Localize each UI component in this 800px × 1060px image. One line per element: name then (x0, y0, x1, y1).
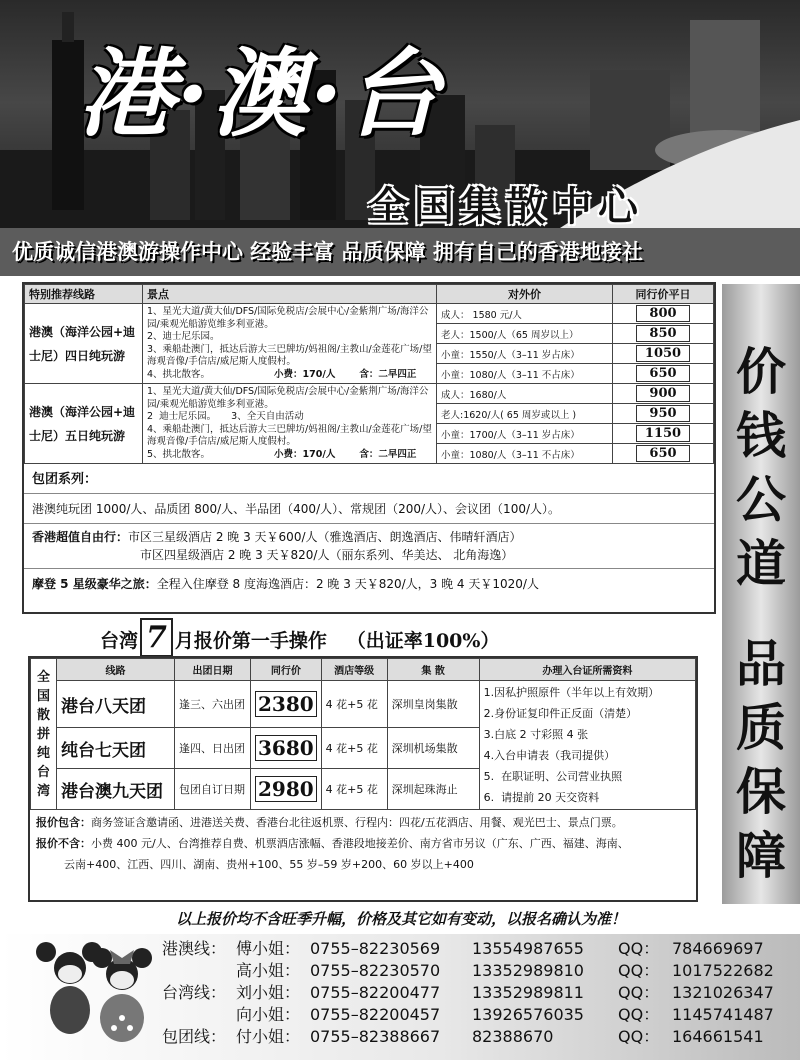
table-row (25, 304, 714, 324)
free-travel-line-2: 市区四星级酒店 2 晚 3 天￥820/人（丽东系列、华美达、 北角海逸） (140, 548, 514, 562)
sight-item: 1、星光大道/黄大仙/DFS/国际免税店/会展中心/金紫荆广场/海洋公园/乘观光船游览维多利亚港。 (147, 306, 429, 330)
hk-table-header (25, 285, 714, 304)
doc-item: 3.白底 2 寸彩照 4 张 (483, 728, 589, 741)
contact-qq: 1145741487 (672, 1005, 774, 1024)
doc-item: 4.入台申请表（我司提供） (483, 749, 616, 762)
tw-route-name: 纯台七天团 (57, 728, 175, 769)
price-value-text: 650 (636, 365, 690, 382)
tw-route-price (251, 681, 322, 728)
tw-docs-list (479, 681, 695, 810)
taiwan-section (28, 656, 698, 902)
price-label: 小童：1080/人（3–11 不占床） (437, 444, 613, 464)
price-value (613, 404, 714, 424)
cartoon-mascot-icon (30, 938, 160, 1058)
tw-exclude-text-2: 云南+400、江西、四川、湖南、贵州+100、55 岁–59 岁+200、60 岁以上+400 (64, 858, 474, 871)
contact-qq: 1321026347 (672, 983, 774, 1002)
sight-item: 4、乘船赴澳门，抵达后游大三巴牌坊/妈祖阁/主教山/金莲花广场/望海观音像/手信店/威尼斯人度假村。 (147, 423, 432, 447)
hk-header-sights: 景点 (143, 285, 437, 304)
tw-include-label: 报价包含： (36, 816, 91, 829)
hk-header-public-price: 对外价 (437, 285, 613, 304)
contact-line-label: 台湾线： (162, 983, 227, 1002)
hero-banner (0, 0, 800, 228)
price-label: 小童：1080/人（3–11 不占床） (437, 364, 613, 384)
price-label: 老人:1620/人( 65 周岁或以上 ) (437, 404, 613, 424)
hero-subtitle: 全国集散中心 (368, 183, 644, 228)
sidebar-text-bottom (722, 632, 800, 888)
price-value-text: 800 (636, 305, 690, 322)
contact-line-label: 包团线： (162, 1027, 227, 1046)
taiwan-route-table (30, 658, 696, 810)
qq-label: QQ： (618, 1005, 660, 1024)
contact-phone: 0755–82230569 (310, 939, 441, 958)
contact-mobile: 13352989811 (472, 983, 584, 1002)
tw-route-price (251, 728, 322, 769)
qq-label: QQ： (618, 961, 660, 980)
taiwan-title-prefix: 台湾 (100, 630, 139, 652)
sight-item-last (147, 369, 432, 382)
doc-item: 2.身份证复印件正反面（清楚） (483, 707, 638, 720)
table-row (31, 681, 696, 728)
free-travel-line-1: 市区三星级酒店 2 晚 3 天￥600/人（雅逸酒店、朗逸酒店、伟晴轩酒店） (128, 530, 522, 544)
tw-header-hotel: 酒店等级 (321, 659, 387, 681)
tw-price-value: 3680 (255, 735, 317, 761)
contact-qq: 1017522682 (672, 961, 774, 980)
contact-line-label: 港澳线： (162, 939, 227, 958)
price-value (613, 304, 714, 324)
tw-route-hotel: 4 花+5 花 (321, 681, 387, 728)
price-value (613, 344, 714, 364)
group-series-line: 港澳纯玩团 1000/人、品质团 800/人、半品团（400/人）、常规团（200/人）、会议团（100/人）。 (24, 493, 714, 523)
doc-item: 6. 请提前 20 天交资料 (483, 791, 600, 804)
tw-route-gather: 深圳机场集散 (387, 728, 479, 769)
tw-include-text: 商务签证含邀请函、进港送关费、香港台北往返机票、行程内：四花/五花酒店、用餐、观光巴士、景点门票。 (91, 816, 623, 829)
tw-header-docs: 办理入台证所需资料 (479, 659, 695, 681)
price-value-text: 650 (636, 445, 690, 462)
tw-exclude-label: 报价不含： (36, 837, 91, 850)
taiwan-title-month: 7 (140, 618, 173, 657)
included-meals: 含：二早四正 (359, 368, 417, 380)
sight-item: 3、乘船赴澳门，抵达后游大三巴牌坊/妈祖阁/主教山/金莲花广场/望海观音像/手信店/威尼斯人度假村。 (147, 343, 432, 367)
tw-exclude-line (36, 833, 690, 854)
tw-price-notes (30, 810, 696, 877)
tw-route-name: 港台八天团 (57, 681, 175, 728)
sight-item: 2、迪士尼乐园。 (147, 331, 220, 342)
contact-name: 高小姐： (236, 961, 301, 980)
price-value-text: 1150 (636, 425, 690, 442)
price-value-text: 1050 (636, 345, 690, 362)
qq-label: QQ： (618, 939, 660, 958)
hk-macau-section (22, 282, 716, 614)
taiwan-side-label: 全国散拼纯台湾 (31, 659, 57, 810)
free-travel-block (24, 523, 714, 568)
contact-name: 付小姐： (236, 1027, 301, 1046)
contact-phone: 0755–82200477 (310, 983, 441, 1002)
sight-item: 1、星光大道/黄大仙/DFS/国际免税店/会展中心/金紫荆广场/海洋公园/乘观光船游览维多利亚港。 (147, 386, 429, 410)
luxury-block (24, 568, 714, 598)
tw-header-gather: 集 散 (387, 659, 479, 681)
tw-include-line (36, 812, 690, 833)
tw-route-gather: 深圳皇岗集散 (387, 681, 479, 728)
price-value (613, 424, 714, 444)
included-meals: 含：二早四正 (359, 448, 417, 460)
luxury-label: 摩登 5 星级豪华之旅： (32, 577, 157, 591)
tw-route-hotel: 4 花+5 花 (321, 728, 387, 769)
price-label: 小童：1550/人（3–11 岁占床） (437, 344, 613, 364)
tw-header-route: 线路 (57, 659, 175, 681)
tw-price-value: 2380 (255, 691, 317, 717)
group-series-title: 包团系列： (32, 472, 98, 487)
hk-header-trade-price: 同行价平日 (613, 285, 714, 304)
doc-item: 5. 在职证明、公司营业执照 (483, 770, 623, 783)
sight-item: 5、拱北散客。 (147, 448, 211, 460)
tw-header-price: 同行价 (251, 659, 322, 681)
taiwan-title (100, 620, 499, 655)
qq-label: QQ： (618, 1027, 660, 1046)
contact-mobile: 13554987655 (472, 939, 584, 958)
tw-header-date: 出团日期 (175, 659, 251, 681)
sight-item: 2 迪士尼乐园。 3、全天自由活动 (147, 411, 304, 422)
price-value-text: 950 (636, 405, 690, 422)
tw-route-date: 逢四、日出团 (175, 728, 251, 769)
tw-route-hotel: 4 花+5 花 (321, 769, 387, 810)
contact-phone: 0755–82388667 (310, 1027, 441, 1046)
price-label: 老人：1500/人（65 周岁以上） (437, 324, 613, 344)
sidebar-bottom-label: 品质保障 (736, 634, 786, 885)
price-label: 成人： 1580 元/人 (437, 304, 613, 324)
doc-item: 1.因私护照原件（半年以上有效期） (483, 686, 660, 699)
price-value (613, 364, 714, 384)
slogan-bar: 优质诚信港澳游操作中心 经验丰富 品质保障 拥有自己的香港地接社 (0, 228, 800, 276)
price-value-text: 850 (636, 325, 690, 342)
price-label: 成人：1680/人 (437, 384, 613, 404)
tip-text: 小费：170/人 (274, 448, 336, 460)
tw-route-date: 包团自订日期 (175, 769, 251, 810)
tw-route-date: 逢三、六出团 (175, 681, 251, 728)
right-sidebar (722, 284, 800, 904)
luxury-line: 全程入住摩登 8 度海逸酒店：2 晚 3 天￥820/人，3 晚 4 天￥1020/人 (156, 577, 539, 591)
taiwan-title-suffix: 月报价第一手操作 （出证率100%） (174, 630, 500, 652)
price-label: 小童：1700/人（3–11 岁占床） (437, 424, 613, 444)
qq-label: QQ： (618, 983, 660, 1002)
hk-route-name: 港澳（海洋公园+迪士尼）四日纯玩游 (25, 304, 143, 384)
price-notice: 以上报价均不含旺季升幅，价格及其它如有变动，以报名确认为准！ (176, 910, 627, 928)
sight-item: 4、拱北散客。 (147, 368, 211, 380)
contact-phone: 0755–82200457 (310, 1005, 441, 1024)
hero-title: 港·澳·台 (78, 37, 443, 150)
sight-item-last (147, 449, 432, 462)
tw-price-value: 2980 (255, 776, 317, 802)
hk-route-table (24, 284, 714, 464)
tw-route-price (251, 769, 322, 810)
contact-qq: 784669697 (672, 939, 764, 958)
contact-qq: 164661541 (672, 1027, 764, 1046)
contact-name: 傅小姐： (236, 939, 301, 958)
price-value (613, 444, 714, 464)
contact-mobile: 13352989810 (472, 961, 584, 980)
price-value (613, 384, 714, 404)
hk-route-sights (143, 304, 437, 384)
price-value (613, 324, 714, 344)
contact-name: 刘小姐： (236, 983, 301, 1002)
free-travel-label: 香港超值自由行： (32, 530, 129, 544)
sidebar-top-label: 价钱公道 (736, 342, 786, 593)
contact-mobile: 82388670 (472, 1027, 554, 1046)
contact-section (0, 934, 800, 1060)
table-row (25, 384, 714, 404)
price-value-text: 900 (636, 385, 690, 402)
contact-mobile: 13926576035 (472, 1005, 584, 1024)
contact-name: 向小姐： (236, 1005, 301, 1024)
tw-route-name: 港台澳九天团 (57, 769, 175, 810)
taiwan-table-header (31, 659, 696, 681)
contact-phone: 0755–82230570 (310, 961, 441, 980)
hk-route-sights (143, 384, 437, 464)
hk-header-route: 特别推荐线路 (25, 285, 143, 304)
hk-route-name: 港澳（海洋公园+迪士尼）五日纯玩游 (25, 384, 143, 464)
tw-exclude-text: 小费 400 元/人、台湾推荐自费、机票酒店涨幅、香港段地接差价、南方省市另议（广东、广西、福建、海南、 (91, 837, 629, 850)
tw-route-gather: 深圳起珠海止 (387, 769, 479, 810)
sidebar-text-top (722, 340, 800, 596)
tip-text: 小费：170/人 (274, 368, 336, 380)
